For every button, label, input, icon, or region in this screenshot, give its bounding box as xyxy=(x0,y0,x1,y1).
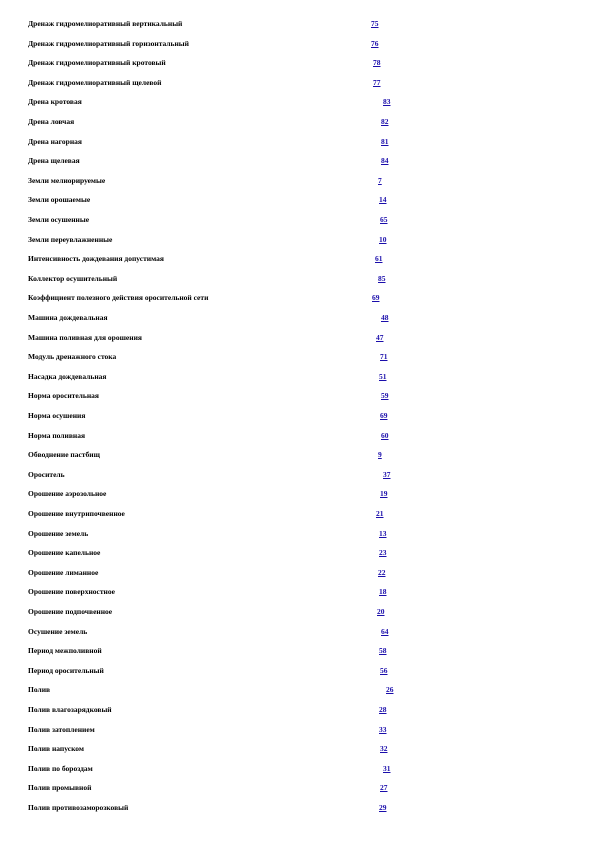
page-number-link[interactable]: 21 xyxy=(376,509,384,518)
index-entry xyxy=(28,509,568,523)
index-term: Дренаж гидромелиоративный горизонтальный xyxy=(28,38,189,48)
index-term: Земли мелиорируемые xyxy=(28,175,106,185)
index-term: Дрена щелевая xyxy=(28,156,80,166)
page-number-link[interactable]: 37 xyxy=(383,469,391,479)
index-entry xyxy=(28,352,568,366)
index-entry xyxy=(28,313,568,327)
index-term: Земли осушенные xyxy=(28,215,90,224)
index-entry xyxy=(28,156,568,170)
index-entry xyxy=(28,254,568,268)
index-entry xyxy=(28,391,568,405)
index-term: Орошение поверхностное xyxy=(28,587,115,597)
page-number-link[interactable]: 82 xyxy=(381,117,389,126)
index-entry xyxy=(28,39,568,53)
index-entry xyxy=(28,803,568,817)
index-entry xyxy=(28,372,568,386)
page-number-link[interactable]: 84 xyxy=(381,156,389,166)
index-term: Модуль дренажного стока xyxy=(28,352,117,362)
index-term: Машина поливная для орошения xyxy=(28,332,142,342)
page-number-link[interactable]: 65 xyxy=(380,215,388,224)
index-entry xyxy=(28,607,568,621)
index-entry xyxy=(28,764,568,778)
index-term: Полив xyxy=(28,685,51,695)
index-term: Дрена кротовая xyxy=(28,97,82,107)
page-number-link[interactable]: 20 xyxy=(377,607,385,616)
index-term: Норма оросительная xyxy=(28,391,99,401)
page-number-link[interactable]: 77 xyxy=(373,77,381,87)
page-number-link[interactable]: 7 xyxy=(378,175,382,185)
index-term: Интенсивность дождевания допустимая xyxy=(28,254,164,264)
index-term: Земли орошаемые xyxy=(28,195,91,205)
index-entry xyxy=(28,529,568,543)
index-term: Дренаж гидромелиоративный кротовый xyxy=(28,58,166,68)
page-number-link[interactable]: 47 xyxy=(376,332,384,342)
index-term: Ороситель xyxy=(28,469,65,479)
index-term: Коэффициент полезного действия оросительной сети xyxy=(28,293,209,303)
index-entry xyxy=(28,450,568,464)
index-entry xyxy=(28,293,568,307)
page-number-link[interactable]: 23 xyxy=(379,548,387,558)
index-term: Коллектор осушительный xyxy=(28,273,118,283)
index-term: Полив по бороздам xyxy=(28,763,93,773)
page-number-link[interactable]: 26 xyxy=(386,685,394,695)
page-number-link[interactable]: 59 xyxy=(381,391,389,401)
index-term: Дрена нагорная xyxy=(28,136,82,146)
page-number-link[interactable]: 69 xyxy=(380,411,388,420)
page-number-link[interactable]: 14 xyxy=(379,195,387,205)
index-term: Земли переувлажненные xyxy=(28,234,113,244)
page-number-link[interactable]: 83 xyxy=(383,97,391,107)
index-entry xyxy=(28,470,568,484)
page-number-link[interactable]: 10 xyxy=(379,234,387,244)
index-entry xyxy=(28,215,568,229)
page-number-link[interactable]: 51 xyxy=(379,371,387,381)
index-entry xyxy=(28,489,568,503)
index-term: Машина дождевальная xyxy=(28,313,108,322)
index-entry xyxy=(28,431,568,445)
index-term: Дрена ловчая xyxy=(28,117,75,126)
index-term: Полив влагозарядковый xyxy=(28,705,112,714)
index-entry xyxy=(28,176,568,190)
index-entry xyxy=(28,333,568,347)
index-term: Период межполивной xyxy=(28,646,102,656)
index-entry xyxy=(28,725,568,739)
page-number-link[interactable]: 13 xyxy=(379,528,387,538)
index-term: Дренаж гидромелиоративный щелевой xyxy=(28,77,162,87)
index-term: Норма поливная xyxy=(28,430,86,440)
page-number-link[interactable]: 61 xyxy=(375,254,383,264)
index-entry xyxy=(28,744,568,758)
index-entry xyxy=(28,587,568,601)
page-number-link[interactable]: 22 xyxy=(378,567,386,577)
index-entry xyxy=(28,235,568,249)
index-entry xyxy=(28,274,568,288)
index-entry xyxy=(28,58,568,72)
page-number-link[interactable]: 75 xyxy=(371,19,379,28)
index-term: Осушение земель xyxy=(28,626,88,636)
index-term: Орошение лиманное xyxy=(28,567,99,577)
index-entry xyxy=(28,568,568,582)
index-entry xyxy=(28,137,568,151)
page-number-link[interactable]: 28 xyxy=(379,705,387,714)
index-entry xyxy=(28,627,568,641)
index-entry xyxy=(28,195,568,209)
page-number-link[interactable]: 64 xyxy=(381,626,389,636)
page-number-link[interactable]: 76 xyxy=(371,38,379,48)
index-term: Полив противозаморозковый xyxy=(28,803,129,812)
index-term: Орошение земель xyxy=(28,528,89,538)
index-term: Обводнение пастбищ xyxy=(28,450,100,460)
page-number-link[interactable]: 19 xyxy=(380,489,388,499)
page-number-link[interactable]: 31 xyxy=(383,763,391,773)
index-entry xyxy=(28,705,568,719)
page-number-link[interactable]: 29 xyxy=(379,803,387,812)
index-entry xyxy=(28,548,568,562)
page-number-link[interactable]: 18 xyxy=(379,587,387,597)
index-term: Период оросительный xyxy=(28,665,104,675)
index-term: Орошение подпочвенное xyxy=(28,607,113,616)
index-term: Полив промывной xyxy=(28,783,92,793)
page-number-link[interactable]: 71 xyxy=(380,352,388,362)
page-number-link[interactable]: 48 xyxy=(381,313,389,322)
page-number-link[interactable]: 69 xyxy=(372,293,380,303)
index-entry xyxy=(28,117,568,131)
page-number-link[interactable]: 60 xyxy=(381,430,389,440)
page-number-link[interactable]: 32 xyxy=(380,744,388,754)
index-entry xyxy=(28,646,568,660)
page-number-link[interactable]: 58 xyxy=(379,646,387,656)
index-entry xyxy=(28,411,568,425)
page-number-link[interactable]: 56 xyxy=(380,665,388,675)
page-number-link[interactable]: 33 xyxy=(379,724,387,734)
index-entry xyxy=(28,685,568,699)
page-number-link[interactable]: 85 xyxy=(378,273,386,283)
page-number-link[interactable]: 9 xyxy=(378,450,382,460)
index-term: Дренаж гидромелиоративный вертикальный xyxy=(28,19,183,28)
index-term: Полив затоплением xyxy=(28,724,95,734)
index-term: Орошение капельное xyxy=(28,548,101,558)
page-number-link[interactable]: 81 xyxy=(381,136,389,146)
index-term: Норма осушения xyxy=(28,411,86,420)
index-entry xyxy=(28,783,568,797)
index-entry xyxy=(28,78,568,92)
index-term: Орошение внутрипочвенное xyxy=(28,509,125,518)
index-term: Насадка дождевальная xyxy=(28,371,107,381)
page-number-link[interactable]: 27 xyxy=(380,783,388,793)
index-term: Полив напуском xyxy=(28,744,85,754)
index-term: Орошение аэрозольное xyxy=(28,489,107,499)
index-entry xyxy=(28,666,568,680)
index-entry xyxy=(28,19,568,33)
index-entry xyxy=(28,97,568,111)
page-number-link[interactable]: 78 xyxy=(373,58,381,68)
